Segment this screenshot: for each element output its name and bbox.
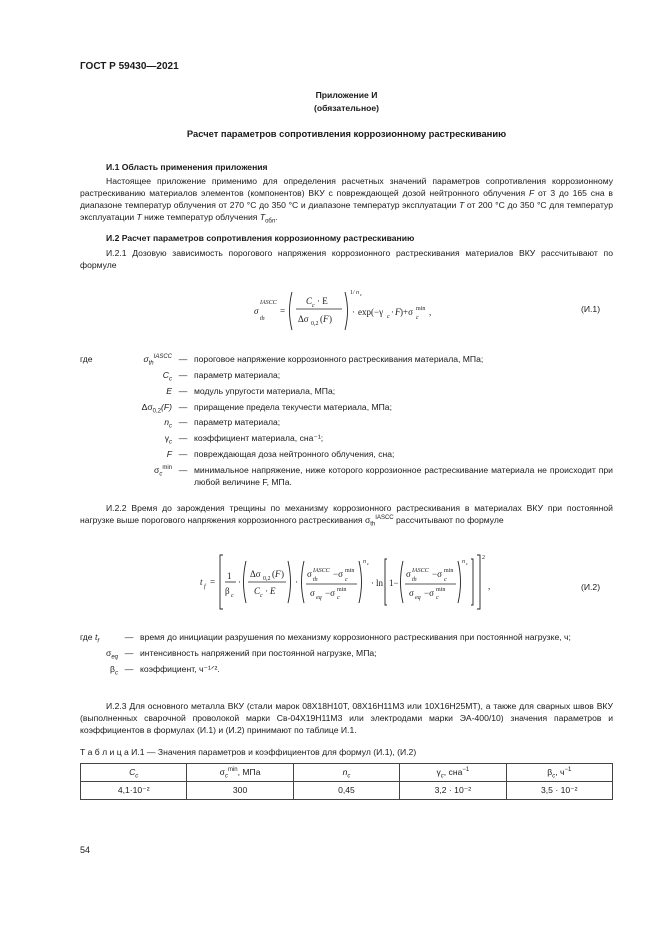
parameters-table	[80, 763, 613, 800]
svg-text:c: c	[345, 577, 348, 583]
definition-row: $\sigma_{eq}$ — интенсивность напряжений при постоянной нагрузке, МПа;	[80, 648, 613, 660]
def-symbol: $n_c$	[164, 417, 172, 431]
svg-text:,: ,	[488, 581, 491, 591]
definition-row: $C_c$ — параметр материала;	[80, 370, 613, 382]
svg-text:C: C	[254, 586, 261, 596]
formula-1-number: (И.1)	[581, 304, 601, 314]
def-symbol: $C_c$	[162, 369, 172, 383]
svg-text:t: t	[200, 577, 203, 587]
svg-text:1: 1	[227, 571, 232, 581]
svg-text:c: c	[312, 303, 315, 309]
svg-text:·: ·	[265, 586, 268, 596]
paragraph-2-1: И.2.1 Дозовую зависимость порогового напряжения коррозионного растрескивания материалов ВКУ рассчитывают по формуле	[80, 248, 613, 270]
def-text: параметр материала;	[194, 369, 281, 380]
definition-row: $\sigma_c^{min}$ — минимальное напряжение, ниже которого коррозионное растрескивание материала не происходит при любой величине F, МПа.	[80, 465, 613, 489]
svg-text:E: E	[270, 586, 276, 596]
svg-text:n: n	[356, 290, 359, 296]
table-cell: 0,45	[293, 782, 399, 800]
svg-text:c: c	[337, 595, 340, 601]
svg-text:min: min	[345, 568, 355, 574]
page-number: 54	[80, 845, 91, 855]
svg-text:β: β	[225, 586, 230, 596]
formula-2	[200, 553, 500, 615]
def-text: параметр материала;	[194, 417, 281, 428]
svg-text:σ: σ	[409, 588, 414, 598]
svg-text:eq: eq	[316, 595, 322, 601]
def-text: пороговое напряжение коррозионного растрескивания материала, МПа;	[194, 354, 484, 364]
definition-row: F — повреждающая доза нейтронного облучения, сна;	[80, 449, 613, 461]
svg-text:c: c	[416, 315, 419, 321]
svg-text:0,2: 0,2	[263, 576, 271, 582]
svg-text:1/: 1/	[350, 290, 355, 296]
table-header-cell: $\gamma_c$, сна$^{-1}$	[400, 764, 506, 782]
def-text: приращение предела текучести материала, МПа;	[194, 401, 392, 412]
definition-row: где $\sigma_{th}^{IASCC}$ — пороговое напряжение коррозионного растрескивания материала, МПа;	[80, 354, 613, 366]
svg-text:(: (	[320, 314, 323, 324]
svg-text:ln: ln	[376, 578, 384, 588]
svg-text:min: min	[416, 306, 426, 312]
svg-text:eq: eq	[415, 595, 421, 601]
svg-text:): )	[329, 314, 332, 324]
svg-text:IASCC: IASCC	[313, 568, 330, 574]
svg-text:c: c	[231, 593, 234, 599]
table-cell: 3,2 · 10⁻²	[400, 782, 506, 800]
svg-text:c: c	[260, 593, 263, 599]
svg-text:·: ·	[295, 577, 298, 587]
table-cell: 3,5 · 10⁻²	[506, 782, 612, 800]
def-symbol: $\sigma_{eq}$	[106, 647, 118, 661]
svg-text:0,2: 0,2	[311, 321, 319, 327]
svg-text:·: ·	[352, 307, 355, 317]
definitions-1	[80, 354, 613, 493]
svg-text:c: c	[360, 292, 362, 297]
svg-text:c: c	[387, 314, 390, 320]
svg-text:C: C	[306, 296, 313, 306]
def-symbol: $\sigma_{th}^{IASCC}$	[143, 354, 172, 367]
definition-row: $\gamma_c$ — коэффициент материала, сна⁻¹;	[80, 433, 613, 445]
svg-text:−σ: −σ	[432, 569, 442, 579]
svg-text:th: th	[313, 577, 318, 583]
svg-text:σ: σ	[254, 306, 259, 316]
svg-text:exp(−γ: exp(−γ	[358, 307, 384, 317]
svg-text:−σ: −σ	[424, 588, 434, 598]
def-text: модуль упругости материала, МПа;	[194, 385, 336, 396]
svg-text:−σ: −σ	[325, 588, 335, 598]
def-text: интенсивность напряжений при постоянной нагрузке, МПа;	[140, 647, 377, 658]
svg-text:·: ·	[238, 577, 241, 587]
svg-text:· E: · E	[317, 296, 328, 306]
def-symbol: $\sigma_c^{min}$	[154, 465, 172, 478]
svg-text:c: c	[444, 577, 447, 583]
def-symbol: $\Delta\sigma_{0,2}(F)$	[141, 401, 172, 415]
svg-text:n: n	[462, 559, 465, 565]
paragraph-2-3: И.2.3 Для основного металла ВКУ (стали марок 08Х18Н10Т, 08Х16Н11М3 или 10Х16Н25МТ), а также для сварных швов ВКУ (выполненных сварочной проволокой марки Св-04Х19Н11М3 или электродами марки ЭА-400/10) значения параметров и коэффициентов в формулах (И.1) и (И.2) принимают по таблице И.1.	[80, 701, 613, 735]
svg-text:Δσ: Δσ	[298, 314, 309, 324]
svg-text:c: c	[436, 595, 439, 601]
appendix-title: Приложение И	[315, 90, 378, 100]
table-cell: 300	[187, 782, 293, 800]
def-text: минимальное напряжение, ниже которого коррозионное растрескивание материала не происходит при любой величине F, МПа.	[194, 465, 613, 487]
def-symbol: F	[166, 449, 172, 460]
svg-text:Δσ: Δσ	[250, 569, 261, 579]
svg-text:=: =	[280, 306, 286, 316]
section-1-text: Настоящее приложение применимо для определения расчетных значений параметров сопротивления коррозионному растрескиванию материалов элементов (компонентов) ВКУ с повреждающей дозой нейтронного облучения F от 3 до 165 сна в диапазоне температур облучения от 270 °С до 350 °С и диапазоне температур эксплуатации T от 200 °С до 350 °С для температур эксплуатации T ниже температур облучения $T_{обл}$.	[80, 176, 613, 225]
svg-text:min: min	[436, 587, 446, 593]
table-header-cell: $\beta_c$, $ч^{-1}$	[506, 764, 612, 782]
section-heading-2: И.2 Расчет параметров сопротивления коррозионному растрескиванию	[106, 233, 415, 243]
definition-row: E — модуль упругости материала, МПа;	[80, 386, 613, 398]
formula-2-graphic	[200, 553, 500, 611]
svg-text:2: 2	[482, 555, 485, 561]
svg-text:σ: σ	[310, 588, 315, 598]
svg-text:=: =	[210, 577, 216, 587]
def-lead: где $t_f$	[80, 632, 99, 645]
svg-text:1−: 1−	[389, 578, 399, 588]
svg-text:f: f	[204, 584, 206, 590]
svg-text:IASCC: IASCC	[412, 568, 429, 574]
def-symbol: $\gamma_c$	[164, 433, 172, 447]
svg-text:min: min	[444, 568, 454, 574]
definitions-2	[80, 632, 613, 680]
definition-row: $\Delta\sigma_{0,2}(F)$ — приращение предела текучести материала, МПа;	[80, 402, 613, 414]
formula-2-number: (И.2)	[581, 582, 601, 592]
svg-text:σ: σ	[406, 569, 411, 579]
svg-text:F: F	[395, 307, 401, 317]
formula-1	[254, 288, 454, 338]
main-title: Расчет параметров сопротивления коррозионному растрескиванию	[186, 128, 507, 139]
svg-text:σ: σ	[307, 569, 312, 579]
appendix-status: (обязательное)	[313, 103, 380, 113]
def-text: коэффициент материала, сна⁻¹;	[194, 433, 324, 444]
table-header-cell: $n_c$	[293, 764, 399, 782]
svg-text:c: c	[466, 561, 468, 566]
svg-text:th: th	[260, 316, 265, 322]
svg-text:F: F	[275, 569, 281, 579]
svg-text:): )	[281, 569, 284, 579]
definition-row: $\beta_c$ — коэффициент, ч⁻¹ᐟ².	[80, 664, 613, 676]
table-caption: Т а б л и ц а И.1 — Значения параметров и коэффициентов для формул (И.1), (И.2)	[80, 747, 417, 757]
formula-1-graphic	[254, 288, 454, 334]
def-text: коэффициент, ч⁻¹ᐟ².	[140, 663, 220, 674]
def-symbol: E	[166, 385, 172, 396]
svg-text:,: ,	[429, 307, 432, 317]
table-header-cell: $\sigma_c^{min}$, МПа	[187, 764, 293, 782]
svg-text:·: ·	[391, 307, 394, 317]
document-code: ГОСТ Р 59430—2021	[80, 61, 179, 72]
def-text: повреждающая доза нейтронного облучения, сна;	[194, 449, 395, 460]
def-symbol: $\beta_c$	[110, 663, 118, 677]
table-header-row	[81, 764, 613, 782]
svg-text:min: min	[337, 587, 347, 593]
def-text: время до инициации разрушения по механизму коррозионного растрескивания при постоянной нагрузке, ч;	[140, 632, 571, 642]
svg-text:c: c	[367, 561, 369, 566]
definition-row: $n_c$ — параметр материала;	[80, 417, 613, 429]
svg-text:·: ·	[371, 578, 374, 588]
svg-text:th: th	[412, 577, 417, 583]
table-cell: 4,1·10⁻²	[81, 782, 187, 800]
table-row	[81, 782, 613, 800]
svg-text:)+σ: )+σ	[400, 307, 413, 317]
where-label: где	[80, 354, 93, 364]
section-heading-1: И.1 Область применения приложения	[106, 162, 268, 172]
table-header-cell: $C_c$	[81, 764, 187, 782]
definition-row: где $t_f$ — время до инициации разрушения по механизму коррозионного растрескивания при постоянной нагрузке, ч;	[80, 632, 613, 644]
svg-text:IASCC: IASCC	[260, 300, 277, 306]
svg-text:n: n	[363, 559, 366, 565]
paragraph-2-2: И.2.2 Время до зарождения трещины по механизму коррозионного растрескивания в материалах ВКУ при постоянной нагрузке выше порогового напряжения коррозионного растрескивания $\sigma_{th}^{IASCC}$ рассчитывают по формуле	[80, 503, 613, 528]
svg-text:F: F	[323, 314, 329, 324]
svg-text:−σ: −σ	[333, 569, 343, 579]
svg-text:(: (	[272, 569, 275, 579]
